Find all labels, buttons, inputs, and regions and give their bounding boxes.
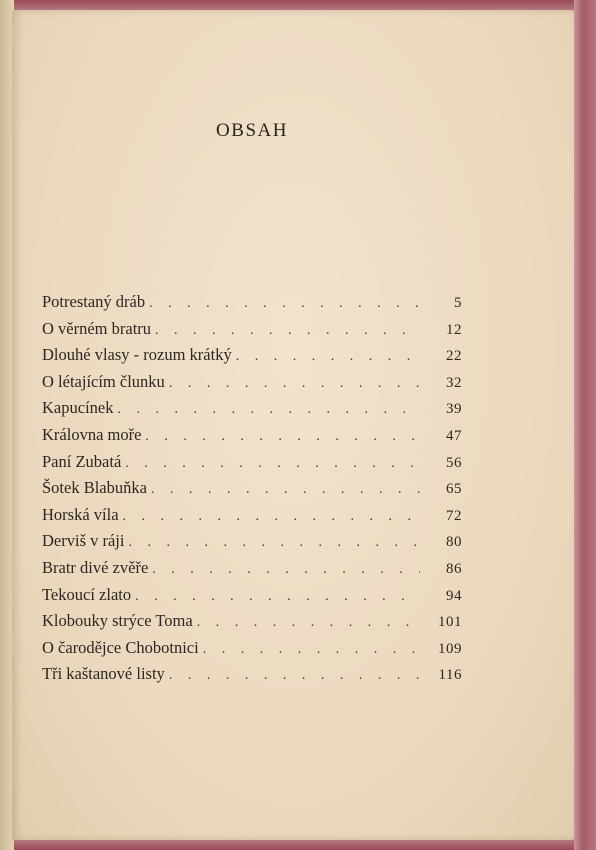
book-page — [12, 10, 574, 840]
toc-entry-title: Královna moře — [42, 424, 142, 444]
toc-entry — [42, 398, 462, 425]
toc-leader-dots — [155, 323, 420, 339]
toc-entry-page: 109 — [438, 640, 462, 657]
toc-entry-title: Tři kaštanové listy — [42, 664, 165, 684]
toc-leader-dots — [149, 296, 420, 312]
toc-entry-page: 39 — [446, 401, 462, 418]
toc-entry-title: Paní Zubatá — [42, 451, 122, 471]
toc-entry-title: O létajícím člunku — [42, 371, 165, 391]
toc-entry-page: 65 — [446, 481, 462, 498]
toc-entry — [42, 558, 462, 585]
toc-leader-dots — [236, 349, 420, 365]
toc-leader-dots — [117, 402, 420, 418]
toc-entry-page: 72 — [446, 507, 462, 524]
toc-entry — [42, 425, 462, 452]
toc-entry-title: Klobouky strýce Toma — [42, 611, 193, 631]
toc-entry — [42, 638, 462, 665]
toc-entry-page: 80 — [446, 534, 462, 551]
toc-leader-dots — [169, 668, 420, 684]
toc-leader-dots — [125, 456, 420, 472]
toc-entry-title: Bratr divé zvěře — [42, 557, 149, 577]
toc-entry — [42, 319, 462, 346]
toc-entry-page: 5 — [454, 295, 462, 311]
toc-entry-page: 101 — [438, 614, 462, 631]
toc-leader-dots — [135, 589, 420, 605]
toc-entry-title: O věrném bratru — [42, 318, 152, 338]
toc-entry — [42, 345, 462, 372]
toc-entry-title: Horská víla — [42, 504, 119, 524]
toc-entry-title: Kapucínek — [42, 398, 114, 418]
toc-leader-dots — [151, 482, 420, 498]
toc-entry-title: Derviš v ráji — [42, 531, 125, 551]
toc-leader-dots — [123, 509, 420, 525]
toc-entry — [42, 611, 462, 638]
toc-entry — [42, 585, 462, 612]
toc-entry — [42, 372, 462, 399]
toc-entry — [42, 478, 462, 505]
toc-entry-page: 86 — [446, 560, 462, 577]
toc-entry-title: Dlouhé vlasy - rozum krátký — [42, 345, 232, 365]
toc-entry — [42, 452, 462, 479]
toc-leader-dots — [152, 562, 420, 578]
toc-entry — [42, 292, 462, 319]
toc-entry — [42, 664, 462, 691]
toc-entry-page: 47 — [446, 427, 462, 444]
toc-entry-page: 116 — [438, 667, 462, 684]
toc-entry-title: Šotek Blabuňka — [42, 478, 147, 498]
toc-entry-page: 56 — [446, 454, 462, 471]
toc-entry-page: 12 — [446, 321, 462, 338]
toc-entry-title: Tekoucí zlato — [42, 584, 132, 604]
toc-leader-dots — [197, 615, 420, 631]
toc-leader-dots — [203, 642, 420, 658]
toc-entry — [42, 505, 462, 532]
toc-leader-dots — [128, 535, 420, 551]
toc-entry-page: 32 — [446, 374, 462, 391]
book-cover-edge — [574, 0, 596, 850]
toc-entry-title: Potrestaný dráb — [42, 292, 146, 311]
table-of-contents — [42, 292, 462, 691]
toc-entry — [42, 531, 462, 558]
toc-entry-page: 94 — [446, 587, 462, 604]
toc-entry-title: O čarodějce Chobotnici — [42, 637, 199, 657]
toc-entry-page: 22 — [446, 348, 462, 365]
toc-leader-dots — [169, 376, 420, 392]
toc-leader-dots — [145, 429, 420, 445]
page-title: OBSAH — [216, 120, 288, 141]
